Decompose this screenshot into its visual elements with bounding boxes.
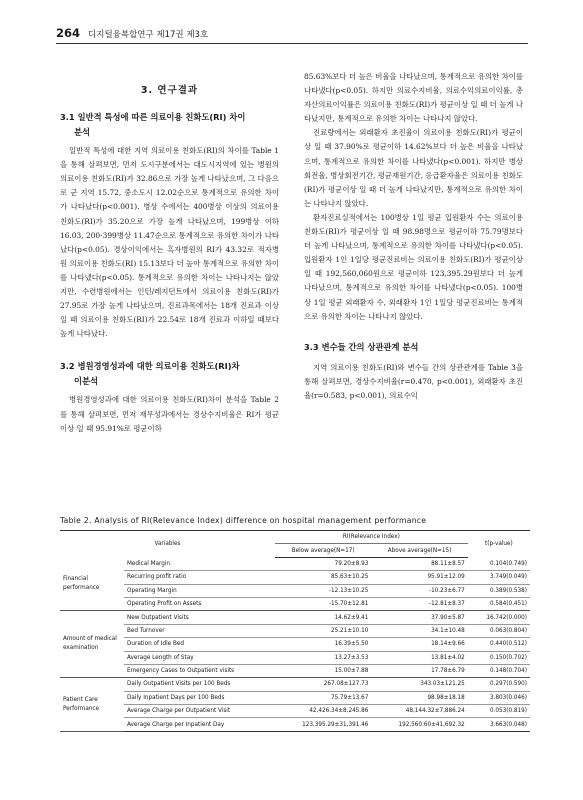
- table-row: [60, 571, 530, 584]
- header-above: Above average(N=15): [371, 544, 467, 557]
- table-row: [60, 638, 530, 651]
- subsection-3-2-title-line2: 이분석: [74, 376, 99, 387]
- variable-cell: New Outpatient Visits: [124, 611, 275, 624]
- tp-value-cell: 0.063(0.804): [468, 624, 530, 637]
- running-header: [56, 22, 528, 44]
- page-number: 264: [56, 26, 81, 40]
- subsection-3-1-title-line1: 3.1 일반적 특성에 따른 의료이용 친화도(RI) 차이: [60, 112, 246, 123]
- tp-value-cell: 0.150(0.702): [468, 651, 530, 664]
- paragraph-3-2: 병원경영성과에 대한 의료이용 친화도(RI)차이 분석을 Table 2를 통해 살펴보면, 먼저 재무성과에서는 경상수지비율은 RI가 평균이상 일 때 95.91%로 평균이하: [60, 395, 279, 433]
- table-row: [60, 611, 530, 624]
- group-label: Amount of medical examination: [60, 611, 124, 678]
- below-average-cell: 15.00±7.88: [275, 664, 371, 677]
- tp-value-cell: 3.749(0.049): [468, 571, 530, 584]
- group-label: Patient Care Performance: [60, 678, 124, 732]
- below-average-cell: 25.21±10.10: [275, 624, 371, 637]
- table-row: [60, 678, 530, 691]
- paragraph-patient-care: 환자진료실적에서는 100병상 1일 평균 입원환자 수는 의료이용 친화도(RI)가 평균이상 일 때 98.98명으로 평균이하 75.79명보다 더 높게 나타났으며, 통계적으로 유의한 차이를 나타냈다(p<0.05). 입원환자 1인 1일당 평균진료비는 의료이용 친화도(RI)가 평균이상 일 때 192,560,060원으로 평균이하 123,395.29원보다 더 높게 나타났으며, 통계적으로 유의한 차이를 나타냈다(p<0.05). 100병상 1일 평균 외래환자 수, 외래환자 1인 1일당 평균진료비는 통계적으로 유의한 차이는 나타나지 않았다.: [304, 212, 523, 321]
- above-average-cell: 17.78±6.79: [371, 664, 467, 677]
- paragraph-continued: 85.63%보다 더 높은 비율을 나타났으며, 통계적으로 유의한 차이를 나타냈다(p<0.05). 하지만 의료수지비율, 의료수익의료이익률, 총자산의료이익률은 의료이용 친화도(RI)가 평균이상 일 때 더 높게 나타났지만, 통계적으로 유의한 차이는 나타나지 않았다.: [304, 72, 523, 124]
- table-row: [60, 597, 530, 610]
- tp-value-cell: 0.148(0.704): [468, 664, 530, 677]
- above-average-cell: 343.03±121.25: [371, 678, 467, 691]
- group-label: Financial performance: [60, 557, 124, 611]
- table-row: [60, 705, 530, 718]
- subsection-3-3-title: 3.3 변수들 간의 상관관계 분석: [304, 341, 419, 352]
- variable-cell: Average Charge per Outpatient Visit: [124, 705, 275, 718]
- paragraph-3-1: 일반적 특성에 대한 지역 의료이용 친화도(RI)의 차이를 Table 1을 통해 살펴보면, 먼저 도시구분에서는 대도시지역에 있는 병원의 의료이용 친화도(RI)가 32.86으로 가장 높게 나타났으며, 그 다음으로 군 지역 15.72, 중소도시 12.02순으로 통계적으로 유의한 차이가 나타났다(p<0.001). 병상 수에서는 400병상 이상의 의료이용 친화도(RI)가 35.20으로 가장 높게 나타났으며, 199병상 이하 16.03, 200-399병상 11.47순으로 통계적으로 유의한 차이가 나타났다(p<0.05). 경상이익에서는 흑자병원의 RI가 43.32로 적자병원 의료이용 친화도(RI) 15.13보다 더 높아 통계적으로 유의한 차이를 나타냈다(p<0.05). 통계적으로 유의한 차이는 나타나지는 않았지만, 수련병원에서는 인턴/레지던트에서 의료이용 친화도(RI)가 27.95로 가장 높게 나타났으며, 진료과목에서는 18개 진료과 이상일 때 의료이용 친화도(RI)가 22.54로 18개 진료과 이하일 때보다 높게 나타났다.: [60, 146, 279, 339]
- variable-cell: Daily Inpatient Days per 100 Beds: [124, 691, 275, 704]
- below-average-cell: 16.39±5.50: [275, 638, 371, 651]
- table-row: [60, 584, 530, 597]
- variable-cell: Average Length of Stay: [124, 651, 275, 664]
- table-row: [60, 691, 530, 704]
- subsection-3-1-title: [60, 110, 279, 140]
- below-average-cell: 123,395.29±31,391.46: [275, 718, 371, 731]
- tp-value-cell: 16.742(0.000): [468, 611, 530, 624]
- variable-cell: Operating Margin: [124, 584, 275, 597]
- above-average-cell: 88.11±8.57: [371, 557, 467, 570]
- tp-value-cell: 0.053(0.819): [468, 705, 530, 718]
- above-average-cell: 13.81±4.02: [371, 651, 467, 664]
- left-column: [60, 84, 279, 436]
- above-average-cell: -10.23±6.77: [371, 584, 467, 597]
- above-average-cell: 95.91±12.09: [371, 571, 467, 584]
- variable-cell: Bed Turnover: [124, 624, 275, 637]
- variable-cell: Average Charge per Inpatient Day: [124, 718, 275, 731]
- paragraph-3-3: 지역 의료이용 친화도(RI)와 변수들 간의 상관관계를 Table 3을 통해 살펴보면, 경상수지비율(r=0.470, p<0.001), 외래환자 초진율(r=0.583, p<0.001), 의료수익: [304, 362, 523, 400]
- table-row: [60, 557, 530, 570]
- table-row: [60, 624, 530, 637]
- below-average-cell: 42,426.34±8,245.86: [275, 705, 371, 718]
- below-average-cell: 79.20±8.93: [275, 557, 371, 570]
- tp-value-cell: 0.389(0.538): [468, 584, 530, 597]
- below-average-cell: 75.79±13.67: [275, 691, 371, 704]
- tp-value-cell: 0.297(0.590): [468, 678, 530, 691]
- below-average-cell: 13.27±3.53: [275, 651, 371, 664]
- header-ri: RI(Relevance Index): [275, 531, 468, 544]
- table-row: [60, 664, 530, 677]
- right-column: [304, 70, 523, 403]
- results-table: [60, 530, 530, 732]
- paragraph-volume: 진료량에서는 외래환자 초진율이 의료이용 친화도(RI)가 평균이상 일 때 37.90%로 평균이하 14.62%보다 더 높은 비율을 나타났으며, 통계적으로 유의한 차이를 나타냈다(p<0.001). 하지만 병상회전율, 병상회전기간, 평균재원기간, 응급환자율은 의료이용 친화도(RI)가 평균이상 일 때 더 높게 나타났지만, 통계적으로 유의한 차이는 나타나지 않았다.: [304, 128, 523, 208]
- below-average-cell: 267.08±127.73: [275, 678, 371, 691]
- below-average-cell: -15.70±12.81: [275, 597, 371, 610]
- tp-value-cell: 3.663(0.048): [468, 718, 530, 731]
- above-average-cell: 98.98±18.18: [371, 691, 467, 704]
- header-variables: Variables: [60, 531, 275, 558]
- above-average-cell: 192,560.60±41,692.32: [371, 718, 467, 731]
- variable-cell: Duration of Idle Bed: [124, 638, 275, 651]
- variable-cell: Medical Margin: [124, 557, 275, 570]
- variable-cell: Recurring profit ratio: [124, 571, 275, 584]
- below-average-cell: 85.63±10.25: [275, 571, 371, 584]
- variable-cell: Daily Outpatient Visits per 100 Beds: [124, 678, 275, 691]
- table-caption: Table 2. Analysis of RI(Relevance Index) difference on hospital management performance: [60, 516, 427, 525]
- subsection-3-2-title-line1: 3.2 병원경영성과에 대한 의료이용 친화도(RI)차: [60, 361, 240, 372]
- below-average-cell: 14.62±9.41: [275, 611, 371, 624]
- table-row: [60, 718, 530, 731]
- tp-value-cell: 3.803(0.046): [468, 691, 530, 704]
- above-average-cell: 34.1±10.48: [371, 624, 467, 637]
- journal-title: 디지털융복합연구 제17권 제3호: [88, 30, 209, 40]
- table-row: [60, 651, 530, 664]
- subsection-3-2-title: [60, 359, 279, 389]
- tp-value-cell: 0.104(0.749): [468, 557, 530, 570]
- above-average-cell: 18.14±9.66: [371, 638, 467, 651]
- tp-value-cell: 0.440(0.512): [468, 638, 530, 651]
- above-average-cell: -12.81±8.37: [371, 597, 467, 610]
- variable-cell: Emergency Cases to Outpatient visits: [124, 664, 275, 677]
- tp-value-cell: 0.584(0.451): [468, 597, 530, 610]
- subsection-3-1-title-line2: 분석: [74, 127, 91, 138]
- header-tp: t(p-value): [468, 531, 530, 558]
- table-body: [60, 557, 530, 731]
- variable-cell: Operating Profit on Assets: [124, 597, 275, 610]
- above-average-cell: 48,144.32±7,886.24: [371, 705, 467, 718]
- above-average-cell: 37.90±5.87: [371, 611, 467, 624]
- below-average-cell: -12.13±10.25: [275, 584, 371, 597]
- section-title: 3. 연구결과: [140, 85, 199, 96]
- header-below: Below average(N=17): [275, 544, 371, 557]
